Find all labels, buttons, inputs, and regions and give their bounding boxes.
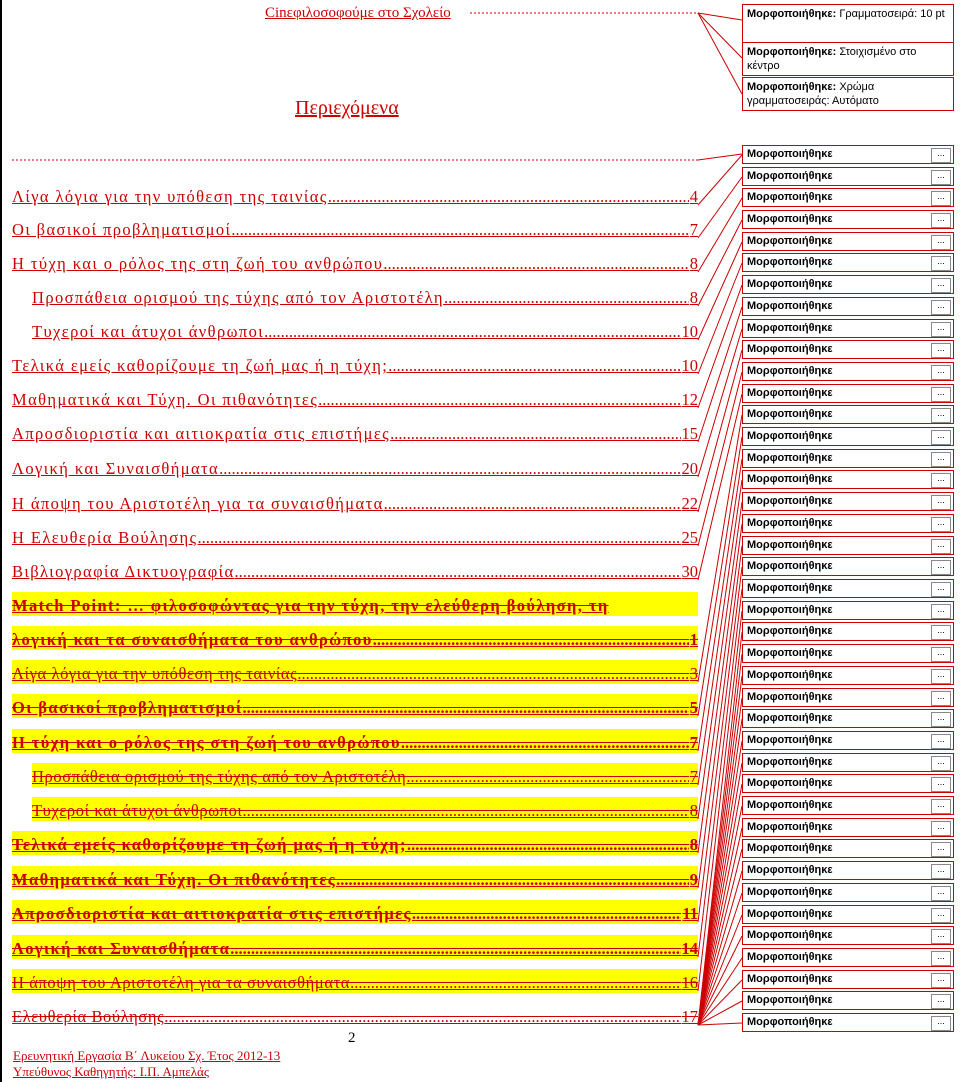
toc-entry-page: 22 xyxy=(681,494,698,513)
connector-line xyxy=(698,849,742,1025)
connector-line xyxy=(698,980,742,1025)
toc-leader-dots xyxy=(407,835,689,855)
revision-balloon-small[interactable] xyxy=(742,557,954,576)
connector-line xyxy=(698,546,742,888)
balloon-text: Στοιχισμένο στο κέντρο xyxy=(747,46,917,72)
more-icon[interactable]: ... xyxy=(931,625,951,640)
connector-line xyxy=(698,155,742,205)
more-icon[interactable]: ... xyxy=(931,148,951,163)
balloon-label: Μορφοποιήθηκε xyxy=(747,582,833,594)
toc-entry-title: Η Ελευθερία Βούλησης xyxy=(12,528,198,547)
more-icon[interactable]: ... xyxy=(931,300,951,315)
balloon-label: Μορφοποιήθηκε xyxy=(747,452,833,464)
balloon-label: Μορφοποιήθηκε xyxy=(747,625,833,637)
deleted-toc-entry[interactable] xyxy=(12,694,698,718)
more-icon[interactable]: ... xyxy=(931,864,951,879)
toc-entry-page: 12 xyxy=(681,390,698,409)
connector-line xyxy=(698,698,742,1025)
more-icon[interactable]: ... xyxy=(931,647,951,662)
more-icon[interactable]: ... xyxy=(931,604,951,619)
connector-line xyxy=(698,13,742,58)
revision-balloon-small[interactable] xyxy=(742,188,954,207)
deleted-toc-entry-page: 7 xyxy=(689,767,698,786)
revision-balloon-small[interactable] xyxy=(742,449,954,468)
revision-balloon-small[interactable] xyxy=(742,948,954,967)
balloon-label: Μορφοποιήθηκε xyxy=(747,148,833,160)
toc-leader-dots xyxy=(164,1007,680,1027)
more-icon[interactable]: ... xyxy=(931,539,951,554)
revision-balloon-small[interactable] xyxy=(742,883,954,902)
balloon-label: Μορφοποιήθηκε: xyxy=(747,46,837,58)
more-icon[interactable]: ... xyxy=(931,777,951,792)
more-icon[interactable]: ... xyxy=(931,452,951,467)
connector-line xyxy=(698,177,742,238)
more-icon[interactable]: ... xyxy=(931,951,951,966)
deleted-toc-entry-title: Ελευθερία Βούλησης xyxy=(12,1007,165,1026)
more-icon[interactable]: ... xyxy=(931,560,951,575)
toc-leader-dots xyxy=(412,904,682,924)
toc-leader-dots xyxy=(336,870,689,890)
more-icon[interactable]: ... xyxy=(931,712,951,727)
connector-line xyxy=(698,524,742,853)
deleted-toc-entry[interactable] xyxy=(32,763,698,787)
more-icon[interactable]: ... xyxy=(931,929,951,944)
revision-balloon-small[interactable] xyxy=(742,709,954,728)
more-icon[interactable]: ... xyxy=(931,908,951,923)
connector-line xyxy=(698,719,742,1025)
deleted-toc-entry-title: Οι βασικοί προβληματισμοί xyxy=(12,698,243,717)
more-icon[interactable]: ... xyxy=(931,322,951,337)
toc-entry-title: Η τύχη και ο ρόλος της στη ζωή του ανθρώπου xyxy=(12,254,384,273)
revision-balloon-small[interactable] xyxy=(742,666,954,685)
connector-line xyxy=(698,502,742,819)
toc-leader-dots xyxy=(297,664,688,684)
toc-entry-title: Προσπάθεια ορισμού της τύχης από τον Αριστοτέλη xyxy=(32,288,444,307)
connector-line xyxy=(698,958,742,1025)
deleted-toc-entry[interactable] xyxy=(12,1003,698,1027)
deleted-toc-entry-page: 3 xyxy=(689,664,698,683)
toc-leader-dots xyxy=(318,390,680,410)
revision-balloon-small[interactable] xyxy=(742,644,954,663)
toc-entry[interactable] xyxy=(32,284,698,308)
toc-entry-page: 10 xyxy=(681,322,698,341)
deleted-toc-entry[interactable] xyxy=(12,969,698,993)
more-icon[interactable]: ... xyxy=(931,256,951,271)
revision-balloon-small[interactable] xyxy=(742,297,954,316)
deleted-toc-entry-title: Απροσδιοριστία και αιτιοκρατία στις επιστήμες xyxy=(12,904,412,923)
toc-entry-title: Απροσδιοριστία και αιτιοκρατία στις επιστήμες xyxy=(12,424,391,443)
balloon-label: Μορφοποιήθηκε xyxy=(747,322,833,334)
toc-leader-dots xyxy=(390,424,680,444)
toc-entry[interactable] xyxy=(12,386,698,410)
connector-line xyxy=(698,741,742,1025)
balloon-text: Χρώμα γραμματοσειράς: Αυτόματο xyxy=(747,81,879,107)
revision-balloon-small[interactable] xyxy=(742,319,954,338)
revision-balloon-small[interactable] xyxy=(742,839,954,858)
balloon-label: Μορφοποιήθηκε xyxy=(747,278,833,290)
toc-entry-title: Οι βασικοί προβληματισμοί xyxy=(12,220,232,239)
connector-line xyxy=(698,1001,742,1025)
balloon-label: Μορφοποιήθηκε xyxy=(747,517,833,529)
revision-balloon-small[interactable] xyxy=(742,340,954,359)
balloon-label: Μορφοποιήθηκε xyxy=(747,473,833,485)
balloon-label: Μορφοποιήθηκε xyxy=(747,1016,833,1028)
toc-entry-page: 25 xyxy=(681,528,698,547)
revision-balloon[interactable] xyxy=(742,42,954,76)
balloon-label: Μορφοποιήθηκε xyxy=(747,170,833,182)
revision-balloon-small[interactable] xyxy=(742,167,954,186)
toc-leader-dots xyxy=(231,220,688,240)
revision-balloon-small[interactable] xyxy=(742,536,954,555)
balloon-label: Μορφοποιήθηκε xyxy=(747,604,833,616)
more-icon[interactable]: ... xyxy=(931,973,951,988)
revision-balloon-small[interactable] xyxy=(742,514,954,533)
connector-line xyxy=(698,676,742,1025)
more-icon[interactable]: ... xyxy=(931,170,951,185)
toc-entry-title: Τυχεροί και άτυχοι άνθρωποι xyxy=(32,322,265,341)
revision-balloon-small[interactable] xyxy=(742,926,954,945)
deleted-toc-entry[interactable] xyxy=(12,900,698,924)
more-icon[interactable]: ... xyxy=(931,191,951,206)
balloon-label: Μορφοποιήθηκε: xyxy=(747,8,837,20)
connector-line xyxy=(698,567,742,922)
connector-line xyxy=(698,394,742,580)
toc-leader-dots xyxy=(219,459,680,479)
balloon-label: Μορφοποιήθηκε xyxy=(747,994,833,1006)
deleted-heading-page: 1 xyxy=(689,630,698,649)
deleted-toc-entry-title: Τελικά εμείς καθορίζουμε τη ζωή μας ή η τύχη; xyxy=(12,835,407,854)
connector-line xyxy=(698,13,742,20)
deleted-toc-entry-page: 5 xyxy=(689,698,698,717)
more-icon[interactable]: ... xyxy=(931,691,951,706)
toc-entry-title: Λογική και Συναισθήματα xyxy=(12,459,220,478)
balloon-label: Μορφοποιήθηκε xyxy=(747,387,833,399)
balloon-label: Μορφοποιήθηκε xyxy=(747,495,833,507)
toc-entry[interactable] xyxy=(12,250,698,274)
toc-entry[interactable] xyxy=(12,420,698,444)
revision-balloon-small[interactable] xyxy=(742,253,954,272)
revision-balloon-small[interactable] xyxy=(742,796,954,815)
revision-balloon-small[interactable] xyxy=(742,753,954,772)
deleted-toc-entry-title: Η άποψη του Αριστοτέλη για τα συναισθήματα xyxy=(12,973,351,992)
toc-leader-dots xyxy=(388,356,680,376)
revision-balloon-small[interactable] xyxy=(742,492,954,511)
toc-entry-title: Τελικά εμείς καθορίζουμε τη ζωή μας ή η τύχη; xyxy=(12,356,389,375)
more-icon[interactable]: ... xyxy=(931,365,951,380)
connector-line xyxy=(698,828,742,1025)
deleted-toc-entry-page: 8 xyxy=(689,801,698,820)
toc-entry-page: 8 xyxy=(689,254,698,273)
connector-line xyxy=(698,263,742,374)
revision-balloon[interactable] xyxy=(742,77,954,111)
deleted-heading-text2: λογική και τα συναισθήματα του ανθρώπου xyxy=(12,630,373,649)
footer-line2: Υπεύθυνος Καθηγητής: Ι.Π. Αμπελάς xyxy=(13,1064,209,1079)
toc-leader-dots xyxy=(406,767,688,787)
revision-balloon[interactable] xyxy=(742,4,954,44)
toc-entry[interactable] xyxy=(12,558,698,582)
more-icon[interactable]: ... xyxy=(931,799,951,814)
connector-line xyxy=(698,806,742,1025)
balloon-label: Μορφοποιήθηκε xyxy=(747,929,833,941)
balloon-label: Μορφοποιήθηκε xyxy=(747,560,833,572)
toc-entry[interactable] xyxy=(32,318,698,342)
deleted-toc-entry[interactable] xyxy=(32,797,698,821)
revision-balloon-small[interactable] xyxy=(742,991,954,1010)
balloon-label: Μορφοποιήθηκε xyxy=(747,886,833,898)
connector-line xyxy=(698,589,742,957)
deleted-toc-entry-title: Μαθηματικά και Τύχη. Οι πιθανότητες xyxy=(12,870,337,889)
toc-entry[interactable] xyxy=(12,455,698,479)
deleted-heading-line1[interactable] xyxy=(12,592,698,616)
toc-leader-dots xyxy=(230,939,680,959)
balloon-label: Μορφοποιήθηκε xyxy=(747,343,833,355)
more-icon[interactable]: ... xyxy=(931,408,951,423)
balloon-label: Μορφοποιήθηκε xyxy=(747,821,833,833)
balloon-label: Μορφοποιήθηκε xyxy=(747,777,833,789)
deleted-toc-entry-page: 14 xyxy=(681,939,698,958)
toc-entry-page: 15 xyxy=(681,424,698,443)
revision-balloon-small[interactable] xyxy=(742,232,954,251)
connector-line xyxy=(698,220,742,306)
toc-leader-dots xyxy=(235,562,681,582)
page-left-edge xyxy=(0,0,2,1082)
deleted-toc-entry[interactable] xyxy=(12,660,698,684)
balloon-label: Μορφοποιήθηκε xyxy=(747,539,833,551)
toc-leader-dots xyxy=(264,322,680,342)
connector-line xyxy=(698,459,742,751)
revision-balloon-small[interactable] xyxy=(742,622,954,641)
deleted-toc-entry-title: Τυχεροί και άτυχοι άνθρωποι xyxy=(32,801,243,820)
toc-entry[interactable] xyxy=(12,352,698,376)
revision-balloon-small[interactable] xyxy=(742,384,954,403)
revision-balloon-small[interactable] xyxy=(742,861,954,880)
balloon-label: Μορφοποιήθηκε xyxy=(747,756,833,768)
revision-balloon-small[interactable] xyxy=(742,275,954,294)
more-icon[interactable]: ... xyxy=(931,994,951,1009)
more-icon[interactable]: ... xyxy=(931,387,951,402)
deleted-toc-entry[interactable] xyxy=(12,935,698,959)
balloon-label: Μορφοποιήθηκε xyxy=(747,365,833,377)
connector-line xyxy=(698,350,742,512)
more-icon[interactable]: ... xyxy=(931,430,951,445)
deleted-toc-entry-page: 8 xyxy=(689,835,698,854)
balloon-label: Μορφοποιήθηκε xyxy=(747,408,833,420)
deleted-heading-line2[interactable] xyxy=(12,626,698,650)
revision-balloon-small[interactable] xyxy=(742,470,954,489)
revision-balloon-small[interactable] xyxy=(742,818,954,837)
connector-line xyxy=(698,611,742,991)
connector-line xyxy=(698,437,742,716)
deleted-toc-entry[interactable] xyxy=(12,866,698,890)
toc-entry-page: 7 xyxy=(689,220,698,239)
connector-line xyxy=(698,415,742,682)
toc-leader-dots xyxy=(328,187,689,207)
balloon-label: Μορφοποιήθηκε xyxy=(747,973,833,985)
balloon-label: Μορφοποιήθηκε xyxy=(747,691,833,703)
balloon-label: Μορφοποιήθηκε xyxy=(747,799,833,811)
revision-balloon-small[interactable] xyxy=(742,1013,954,1032)
revision-balloon-small[interactable] xyxy=(742,905,954,924)
toc-entry[interactable] xyxy=(12,524,698,548)
toc-entry-title: Η άποψη του Αριστοτέλη για τα συναισθήματα xyxy=(12,494,384,513)
balloon-label: Μορφοποιήθηκε xyxy=(747,864,833,876)
revision-balloon-small[interactable] xyxy=(742,774,954,793)
more-icon[interactable]: ... xyxy=(931,278,951,293)
more-icon[interactable]: ... xyxy=(931,821,951,836)
connector-line xyxy=(698,784,742,1025)
page-number: 2 xyxy=(348,1030,356,1046)
deleted-toc-entry-title: Προσπάθεια ορισμού της τύχης από τον Αριστοτέλη xyxy=(32,767,407,786)
deleted-toc-entry[interactable] xyxy=(12,831,698,855)
toc-entry-page: 30 xyxy=(681,562,698,581)
toc-leader-dots xyxy=(373,630,689,650)
more-icon[interactable]: ... xyxy=(931,582,951,597)
toc-entry[interactable] xyxy=(12,216,698,240)
more-icon[interactable]: ... xyxy=(931,343,951,358)
connector-line xyxy=(698,285,742,408)
balloon-label: Μορφοποιήθηκε xyxy=(747,300,833,312)
toc-leader-dots xyxy=(243,698,689,718)
toc-heading: Περιεχόμενα xyxy=(295,97,399,119)
balloon-label: Μορφοποιήθηκε xyxy=(747,235,833,247)
deleted-toc-entry-title: Η τύχη και ο ρόλος της στη ζωή του ανθρώπου xyxy=(12,733,401,752)
connector-line xyxy=(698,871,742,1025)
connector-line xyxy=(698,763,742,1025)
deleted-toc-entry-title: Λίγα λόγια για την υπόθεση της ταινίας xyxy=(12,664,298,683)
toc-leader-dots xyxy=(197,528,680,548)
connector-line xyxy=(698,632,742,1025)
revision-balloon-small[interactable] xyxy=(742,405,954,424)
more-icon[interactable]: ... xyxy=(931,517,951,532)
connector-line xyxy=(698,13,742,94)
toc-entry-page: 10 xyxy=(681,356,698,375)
balloon-label: Μορφοποιήθηκε xyxy=(747,669,833,681)
toc-entry-title: Λίγα λόγια για την υπόθεση της ταινίας xyxy=(12,187,328,206)
connector-line xyxy=(698,893,742,1025)
toc-leader-dots xyxy=(384,494,681,514)
toc-entry-page: 8 xyxy=(689,288,698,307)
toc-entry-page: 4 xyxy=(689,187,698,206)
toc-leader-dots xyxy=(401,733,689,753)
balloon-label: Μορφοποιήθηκε xyxy=(747,712,833,724)
deleted-heading-text1: Match Point: … φιλοσοφώντας για την τύχη, την ελεύθερη βούληση, τη xyxy=(12,596,609,615)
deleted-toc-entry[interactable] xyxy=(12,729,698,753)
header-title: Cinεφιλοσοφούμε στο Σχολείο xyxy=(265,5,451,21)
deleted-toc-entry-page: 16 xyxy=(681,973,698,992)
revision-balloon-small[interactable] xyxy=(742,688,954,707)
revision-balloon-small[interactable] xyxy=(742,210,954,229)
toc-leader-dots xyxy=(242,801,688,821)
balloon-label: Μορφοποιήθηκε xyxy=(747,256,833,268)
revision-balloon-small[interactable] xyxy=(742,362,954,381)
connector-line xyxy=(698,480,742,785)
deleted-toc-entry-page: 11 xyxy=(682,904,698,923)
connector-line xyxy=(698,372,742,546)
revision-balloon-small[interactable] xyxy=(742,579,954,598)
toc-entry[interactable] xyxy=(12,490,698,514)
more-icon[interactable]: ... xyxy=(931,669,951,684)
more-icon[interactable]: ... xyxy=(931,842,951,857)
balloon-label: Μορφοποιήθηκε xyxy=(747,951,833,963)
connector-line xyxy=(698,915,742,1025)
toc-entry-title: Βιβλιογραφία Δικτυογραφία xyxy=(12,562,235,581)
connector-line xyxy=(698,1023,742,1025)
toc-leader-dots xyxy=(383,254,688,274)
connector-line xyxy=(698,329,742,477)
balloon-label: Μορφοποιήθηκε xyxy=(747,908,833,920)
connector-line xyxy=(698,198,742,272)
more-icon[interactable]: ... xyxy=(931,235,951,250)
footer-line1: Ερευνητική Εργασία Β΄ Λυκείου Σχ. Έτος 2012-13 xyxy=(13,1048,281,1063)
revision-balloon-small[interactable] xyxy=(742,601,954,620)
connector-line xyxy=(698,936,742,1025)
toc-leader-dots xyxy=(350,973,680,993)
balloon-label: Μορφοποιήθηκε xyxy=(747,647,833,659)
connector-line xyxy=(698,307,742,442)
balloon-label: Μορφοποιήθηκε xyxy=(747,213,833,225)
balloon-label: Μορφοποιήθηκε xyxy=(747,734,833,746)
more-icon[interactable]: ... xyxy=(931,886,951,901)
connector-line xyxy=(698,654,742,1025)
balloon-label: Μορφοποιήθηκε xyxy=(747,430,833,442)
connector-line xyxy=(698,154,742,160)
more-icon[interactable]: ... xyxy=(931,734,951,749)
toc-leader-dots xyxy=(444,288,689,308)
more-icon[interactable]: ... xyxy=(931,495,951,510)
revision-balloon-small[interactable] xyxy=(742,731,954,750)
revision-balloon-small[interactable] xyxy=(742,145,954,164)
footer xyxy=(13,1048,280,1080)
toc-entry-page: 20 xyxy=(681,459,698,478)
deleted-toc-entry-page: 9 xyxy=(689,870,698,889)
toc-entry-title: Μαθηματικά και Τύχη. Οι πιθανότητες xyxy=(12,390,319,409)
balloon-label: Μορφοποιήθηκε xyxy=(747,842,833,854)
more-icon[interactable]: ... xyxy=(931,1016,951,1031)
balloon-label: Μορφοποιήθηκε xyxy=(747,191,833,203)
more-icon[interactable]: ... xyxy=(931,473,951,488)
more-icon[interactable]: ... xyxy=(931,756,951,771)
balloon-text: Γραμματοσειρά: 10 pt xyxy=(839,8,945,20)
revision-balloon-small[interactable] xyxy=(742,970,954,989)
connector-line xyxy=(698,242,742,340)
more-icon[interactable]: ... xyxy=(931,213,951,228)
balloon-label: Μορφοποιήθηκε: xyxy=(747,81,837,93)
toc-entry[interactable] xyxy=(12,183,698,207)
revision-balloon-small[interactable] xyxy=(742,427,954,446)
deleted-toc-entry-page: 17 xyxy=(681,1007,698,1026)
deleted-toc-entry-page: 7 xyxy=(689,733,698,752)
deleted-toc-entry-title: Λογική και Συναισθήματα xyxy=(12,939,231,958)
